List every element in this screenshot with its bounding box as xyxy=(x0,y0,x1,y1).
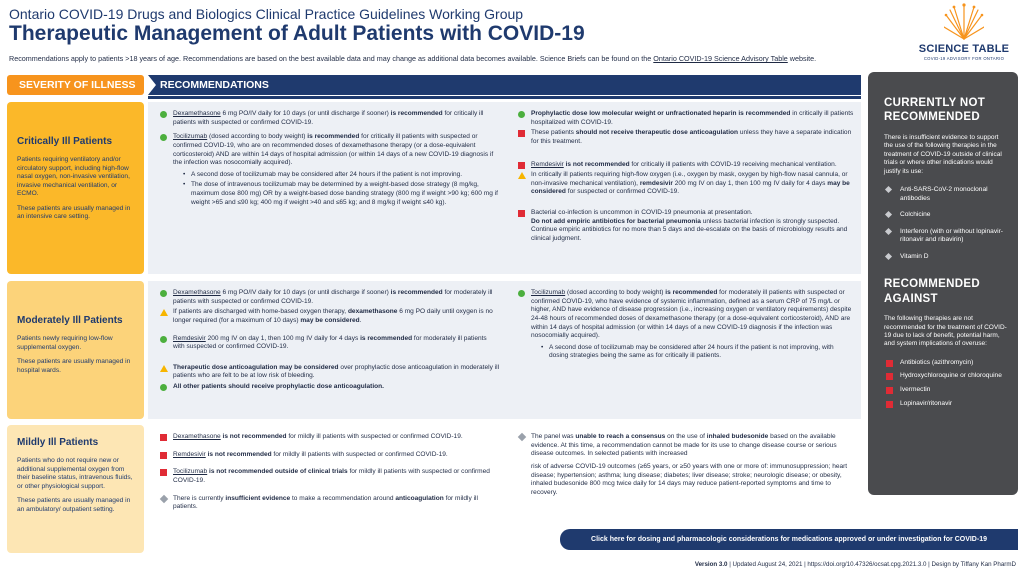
rec-strength: All other patients should receive prophylactic dose anticoagulation. xyxy=(173,383,384,391)
not-recommended-title: CURRENTLY NOT RECOMMENDED xyxy=(884,97,986,124)
rec-strength: is not recommended xyxy=(205,450,272,458)
rec-text: These patients xyxy=(531,129,576,137)
rec-strength: Do not add empiric antibiotics for bacterial pneumonia xyxy=(531,217,701,225)
recommended-dot-icon xyxy=(518,111,525,118)
rec-inhaled-budesonide xyxy=(518,433,854,459)
dose-text: (dosed according to body weight) xyxy=(207,133,308,141)
drug-name: Tocilizumab xyxy=(531,289,566,296)
not-recommended-item xyxy=(884,253,1008,262)
rec-anticoagulation-mild xyxy=(160,495,500,512)
rec-strength: is recommended xyxy=(307,133,360,141)
recommended-against-item xyxy=(884,359,1008,368)
sub-bullet: • A second dose of tocilizumab may be considered after 24 hours if the patient is not improving. xyxy=(183,171,500,180)
rec-text: for suspected or confirmed COVID-19. xyxy=(565,188,680,196)
severity-column-header: SEVERITY OF ILLNESS xyxy=(7,75,144,95)
rec-tocilizumab-critical xyxy=(160,133,500,207)
mild-right-column xyxy=(518,433,854,503)
not-recommended-item xyxy=(884,211,1008,220)
rec-text: for critically ill patients with COVID-19 receiving mechanical ventilation. xyxy=(629,160,837,168)
logo-name: SCIENCE TABLE xyxy=(918,43,1010,55)
rec-text: for critically ill patients with suspected or confirmed COVID-19. xyxy=(173,110,484,126)
conditional-triangle-icon xyxy=(160,309,168,316)
dose-text: 6 mg PO daily until oxygen is no longer required (for a maximum of 10 days) xyxy=(173,308,493,324)
recommended-against-title: RECOMMENDED AGAINST xyxy=(884,278,980,305)
footer-details: | Updated August 24, 2021 | https://doi.org/10.47326/ocsat.cpg.2021.3.0 | Design by Tiffany Kan PharmD xyxy=(727,561,1016,568)
sunburst-icon xyxy=(944,3,984,41)
recommended-dot-icon xyxy=(160,336,167,343)
severity-card-mild xyxy=(7,425,144,553)
rec-remdesivir-moderate xyxy=(160,335,500,352)
drug-name: remdesivir xyxy=(639,179,673,187)
rec-strength: unable to reach a consensus xyxy=(575,433,666,440)
therapy-name: Ivermectin xyxy=(900,385,931,393)
red-square-bullet-icon xyxy=(886,387,893,394)
rec-dexamethasone-moderate xyxy=(160,289,500,306)
rec-therapeutic-anticoagulation xyxy=(160,364,500,381)
diamond-bullet-icon xyxy=(885,253,892,260)
recommended-dot-icon xyxy=(518,290,525,297)
page-title: Therapeutic Management of Adult Patients with COVID-19 xyxy=(9,22,585,45)
rec-text: unless bacterial infection is strongly suspected. Continue empiric antibiotics for no more than 5 days and de-escalate on the basis of microbiology results and clinical judgment. xyxy=(531,217,848,243)
diamond-bullet-icon xyxy=(885,228,892,235)
drug-name: Dexamethasone xyxy=(173,433,221,440)
drug-name: Remdesivir xyxy=(173,450,206,458)
rec-strength: is not recommended xyxy=(220,433,287,440)
not-recommended-item xyxy=(884,186,1008,203)
conditional-triangle-icon xyxy=(518,172,526,179)
dose-text: 6 mg PO/IV daily for 10 days (or until discharge if sooner) xyxy=(220,289,391,296)
recommendations-critical xyxy=(148,102,861,274)
therapy-name: Hydroxychloroquine or chloroquine xyxy=(900,372,1002,380)
severity-description: Patients newly requiring low-flow supplemental oxygen. xyxy=(17,335,113,351)
rec-prophylactic-heparin xyxy=(518,110,854,127)
severity-card-critical xyxy=(7,102,144,274)
drug-name: Tocilizumab xyxy=(173,133,208,141)
recommendations-moderate xyxy=(148,281,861,419)
diamond-bullet-icon xyxy=(885,186,892,193)
drug-name: Dexamethasone xyxy=(173,110,221,117)
rec-text: for mildly ill patients with suspected or confirmed COVID-19. xyxy=(271,450,448,458)
critical-right-column xyxy=(518,110,854,250)
therapy-name: Anti-SARS-CoV-2 monoclonal antibodies xyxy=(900,185,988,202)
rec-dexamethasone-home-oxygen xyxy=(160,308,500,325)
severity-setting: These patients are usually managed in hospital wards. xyxy=(17,358,131,374)
not-recommended-square-icon xyxy=(160,434,167,441)
red-square-bullet-icon xyxy=(886,360,893,367)
rec-text: for mildly ill patients with suspected or confirmed COVID-19. xyxy=(286,433,463,440)
rec-no-therapeutic-anticoagulation xyxy=(518,129,854,146)
tocilizumab-sub-bullets xyxy=(183,171,500,208)
rec-text: unless they have a separate indication for this treatment. xyxy=(531,129,852,145)
drug-name: Remdesivir xyxy=(531,160,564,168)
recommended-against-item xyxy=(884,372,1008,381)
rec-text: for mildly ill patients with suspected or confirmed COVID-19. xyxy=(173,468,490,484)
rec-tocilizumab-moderate xyxy=(518,289,854,361)
therapy-name: Antibiotics (azithromycin) xyxy=(900,358,974,366)
rec-text: based on the available evidence. At this time, a recommendation cannot be made for its use to change disease course or serious disease outcomes. In selected patients with increased xyxy=(531,433,837,458)
rec-strength: is not recommended outside of clinical trials xyxy=(207,468,348,476)
tocilizumab-sub-bullets xyxy=(541,344,854,361)
rec-text: If patients are discharged with home-based oxygen therapy, xyxy=(173,308,348,316)
recommended-dot-icon xyxy=(160,384,167,391)
rec-text: The panel was xyxy=(531,433,576,440)
rec-text: for moderately ill patients with suspected or confirmed COVID-19. xyxy=(173,334,487,351)
rec-text: There is currently xyxy=(173,494,226,502)
working-group-name: Ontario COVID-19 Drugs and Biologics Clinical Practice Guidelines Working Group xyxy=(9,6,524,22)
recommended-dot-icon xyxy=(160,134,167,141)
rec-text: for moderately ill patients with suspected or confirmed COVID-19, who have evidence of systemic inflammation, defined as a serum CRP of 75 mg/L or higher, AND have evidence of disease progression (i.e., increasing oxygen or ventilatory requirements) despite 24-48 hours of recommended doses of dexamethasone therapy (or a dose-equivalent corticosteroid), AND are within 14 days of hospital admission (or within 14 days of a new COVID-19 diagnosis if the infection was nosocomially acquired). xyxy=(531,289,852,340)
rec-strength: is not recommended xyxy=(563,160,630,168)
rec-text: over prophylactic dose anticoagulation in moderately ill patients who are felt to be at low risk of bleeding. xyxy=(173,363,500,380)
drug-name: anticoagulation xyxy=(395,494,444,502)
red-square-bullet-icon xyxy=(886,373,893,380)
recommended-dot-icon xyxy=(160,111,167,118)
rec-text: for moderately ill patients with suspected or confirmed COVID-19. xyxy=(173,289,493,305)
budesonide-selected-patients: risk of adverse COVID-19 outcomes (≥65 years, or ≥50 years with one or more of: immunosuppression; heart disease; hypertension; asthma; lung disease; diabetes; liver disease; stroke; neurologic disease; or obesity, inhaled budesonide 800 mcg twice daily for 14 days may reduce patient-reported symptoms and time to recovery. xyxy=(531,462,848,496)
rec-strength: is recommended xyxy=(390,110,443,117)
science-table-link[interactable]: Ontario COVID-19 Science Advisory Table xyxy=(653,54,788,63)
rec-text: . xyxy=(359,316,362,324)
rec-text: for mildly ill patients. xyxy=(173,494,478,511)
severity-description: Patients requiring ventilatory and/or circulatory support, including high-flow nasal oxygen, non-invasive ventilation, invasive mechanical ventilation, or ECMO. xyxy=(17,156,130,198)
not-recommended-square-icon xyxy=(518,210,525,217)
rec-remdesivir-high-flow xyxy=(518,171,854,197)
diamond-bullet-icon xyxy=(885,211,892,218)
critical-left-column xyxy=(160,110,500,213)
moderate-left-column xyxy=(160,289,500,398)
dose-text: 200 mg IV on day 1, then 100 mg IV daily for 4 days xyxy=(205,334,361,342)
rec-strength: is recommended xyxy=(360,334,413,342)
page-subtitle xyxy=(9,54,816,63)
dosing-considerations-link-button[interactable]: Click here for dosing and pharmacologic considerations for medications approved or under investigation for COVID-19 xyxy=(560,529,1018,550)
therapy-name: Colchicine xyxy=(900,211,931,219)
rec-strength: is recommended xyxy=(665,289,718,296)
drug-name: Dexamethasone xyxy=(173,289,221,296)
sub-bullet: • The dose of intravenous tocilizumab may be determined by a weight-based dose strategy (8 mg/kg, maximum dose 800 mg) OR by a weight-based dose banding strategy (800 mg if weight >90 kg; 600 mg if weight >65 and ≤90 kg; 400 mg if weight >40 and ≤65 kg; and 8 mg/kg if weight ≤40 kg). xyxy=(183,181,500,207)
science-table-logo xyxy=(918,3,1010,65)
not-recommended-square-icon xyxy=(518,162,525,169)
dose-text: 6 mg PO/IV daily for 10 days (or until discharge if sooner) xyxy=(220,110,391,117)
rec-strength: may be considered xyxy=(300,316,360,324)
recommended-against-item xyxy=(884,400,1008,409)
not-recommended-square-icon xyxy=(160,469,167,476)
rec-remdesivir-mild xyxy=(160,451,500,460)
insufficient-evidence-diamond-icon xyxy=(518,433,526,441)
severity-name: Moderately Ill Patients xyxy=(17,315,123,326)
recommended-against-item xyxy=(884,386,1008,395)
severity-card-moderate xyxy=(7,281,144,419)
sidebar-not-recommended xyxy=(868,72,1018,495)
rec-strength: insufficient evidence xyxy=(225,494,291,502)
rec-text: Bacterial co-infection is uncommon in COVID-19 pneumonia at presentation. xyxy=(531,209,753,217)
severity-setting: These patients are usually managed in an intensive care setting. xyxy=(17,204,131,221)
therapy-name: Lopinavir/ritonavir xyxy=(900,399,953,407)
rec-text: on the use of xyxy=(665,433,707,440)
rec-dexamethasone-mild xyxy=(160,433,500,442)
severity-description: Patients who do not require new or additional supplemental oxygen from their baseline status, intravenous fluids, or other physiological support. xyxy=(17,457,133,490)
therapy-name: Interferon (with or without lopinavir-ritonavir and ribavirin) xyxy=(900,227,1003,244)
footer xyxy=(695,561,1016,568)
rec-remdesivir-critical xyxy=(518,161,854,170)
recommended-dot-icon xyxy=(160,290,167,297)
dose-text: 200 mg IV on day 1, then 100 mg IV daily for 4 days xyxy=(672,179,828,187)
not-recommended-item xyxy=(884,228,1008,245)
rec-strength: may be considered xyxy=(531,179,850,196)
rec-strength: is recommended xyxy=(390,289,443,296)
recommendations-column-header: RECOMMENDATIONS xyxy=(148,75,861,95)
rec-antibiotics xyxy=(518,209,854,244)
rec-prophylactic-anticoagulation xyxy=(160,383,500,392)
insufficient-evidence-diamond-icon xyxy=(160,494,168,502)
subtitle-text-end: website. xyxy=(787,54,817,63)
subtitle-text: Recommendations apply to patients >18 years of age. Recommendations are based on the best available data and may change as additional data becomes available. Science Briefs can be found on the xyxy=(9,54,654,63)
drug-name: dexamethasone xyxy=(347,308,398,316)
dose-text: (dosed according to body weight) xyxy=(565,289,666,296)
sub-bullet: • A second dose of tocilizumab may be considered after 24 hours if the patient is not improving, with dosing strategies being the same as for critically ill patients. xyxy=(541,344,854,361)
moderate-right-column xyxy=(518,289,854,367)
not-recommended-square-icon xyxy=(518,130,525,137)
logo-tagline: COVID-19 ADVISORY FOR ONTARIO xyxy=(923,56,1005,61)
mild-left-column xyxy=(160,433,500,518)
rec-text: for critically ill patients with suspected or confirmed COVID-19, who are on recommended doses of dexamethasone therapy (or a dose-equivalent corticosteroid) AND are within 14 days of hospital admission (or within 14 days of a new COVID-19 diagnosis if the infection was nosocomially acquired). xyxy=(173,133,494,167)
severity-name: Critically Ill Patients xyxy=(17,136,113,147)
not-recommended-square-icon xyxy=(160,452,167,459)
version-label: Version 3.0 xyxy=(694,561,728,568)
rec-text: to make a recommendation around xyxy=(290,494,396,502)
severity-name: Mildly Ill Patients xyxy=(17,437,99,448)
drug-name: inhaled budesonide xyxy=(706,433,769,440)
red-square-bullet-icon xyxy=(886,401,893,408)
severity-setting: These patients are usually managed in an ambulatory/ outpatient setting. xyxy=(17,497,131,513)
rec-strength: should not receive therapeutic dose anticoagulation xyxy=(575,129,739,137)
header-rule xyxy=(148,96,861,99)
rec-text: in critically ill patients hospitalized with COVID-19. xyxy=(531,110,854,126)
rec-strength: Therapeutic dose anticoagulation may be considered xyxy=(173,363,339,371)
conditional-triangle-icon xyxy=(160,365,168,372)
rec-strength: Prophylactic dose low molecular weight or unfractionated heparin is recommended xyxy=(531,110,791,117)
rec-text: In critically ill patients requiring high-flow oxygen (i.e., oxygen by mask, oxygen by high-flow nasal cannula, or non-invasive mechanical ventilation), xyxy=(531,171,848,187)
rec-dexamethasone-critical xyxy=(160,110,500,127)
recommended-against-description: The following therapies are not recommended for the treatment of COVID-19 due to lack of benefit, potential harm, and system implications of overuse: xyxy=(884,315,1007,348)
drug-name: Tocilizumab xyxy=(173,468,208,476)
not-recommended-description: There is insufficient evidence to support the use of the following therapies in the treatment of COVID-19 outside of clinical trials or where other indications would justify its use: xyxy=(884,133,1002,175)
rec-tocilizumab-mild xyxy=(160,468,500,485)
therapy-name: Vitamin D xyxy=(900,252,929,260)
drug-name: Remdesivir xyxy=(173,334,206,342)
